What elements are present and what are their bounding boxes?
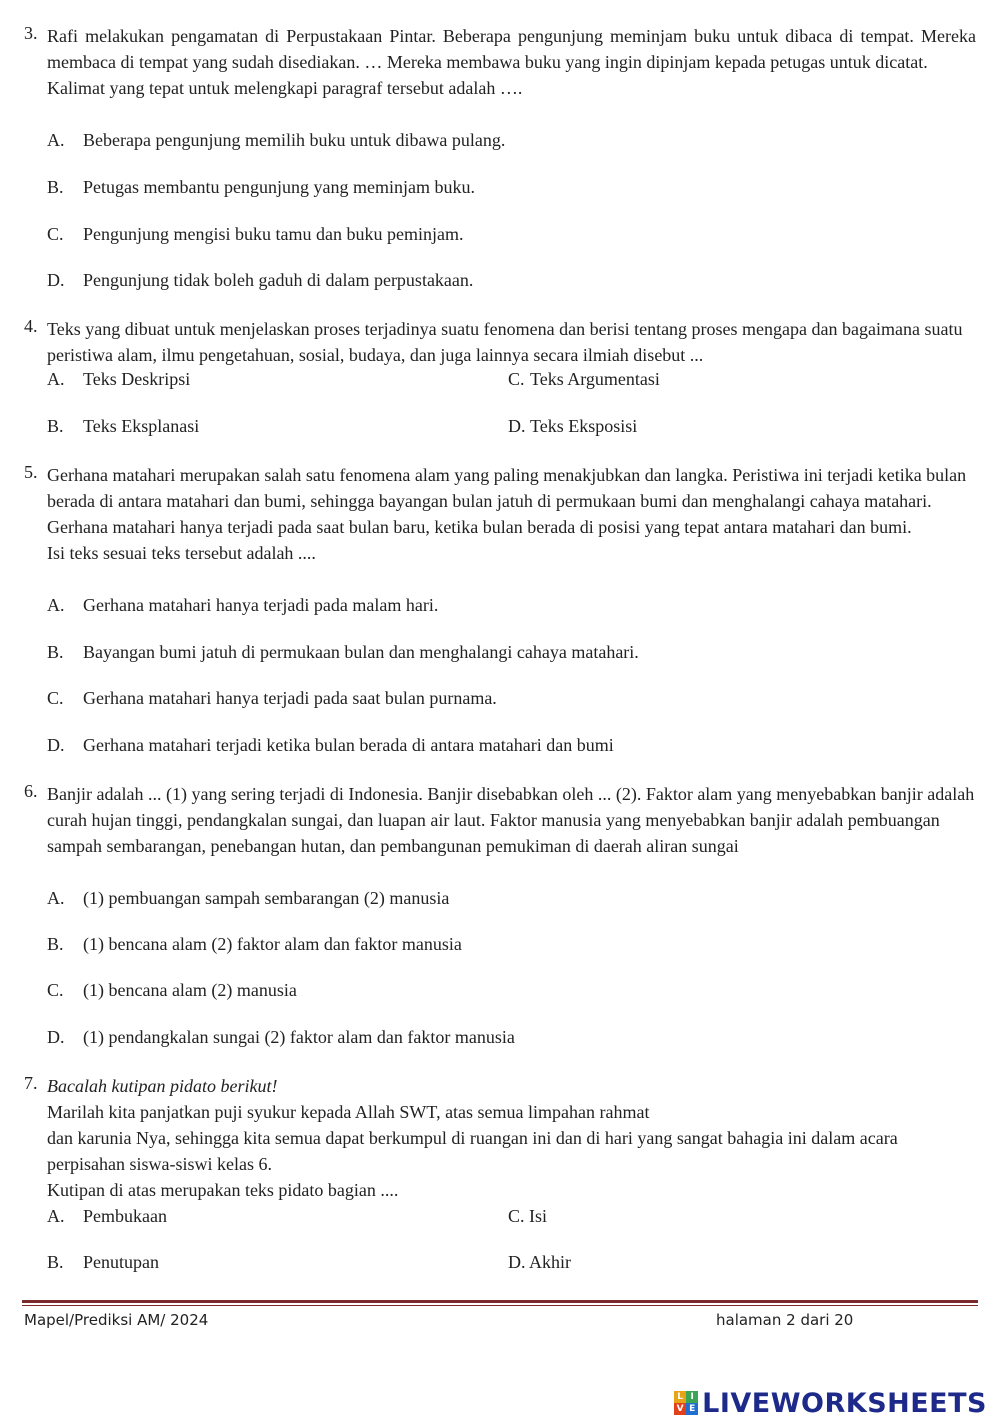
option-text: Bayangan bumi jatuh di permukaan bulan dan menghalangi cahaya matahari.	[83, 642, 639, 662]
option-letter: C.	[47, 224, 64, 244]
footer-subject: Mapel/Prediksi AM/ 2024	[24, 1311, 209, 1329]
option-letter: D.	[47, 735, 65, 755]
question-7	[24, 1073, 976, 1203]
speech-excerpt-line-2: dan karunia Nya, sehingga kita semua dapat berkumpul di ruangan ini dan di hari yang sangat bahagia ini dalam acara perpisahan siswa-siswi kelas 6.	[47, 1128, 898, 1174]
option-letter: A.	[47, 888, 65, 908]
option-letter: C.	[508, 369, 525, 389]
footer-divider-thin	[22, 1305, 978, 1306]
brand-name: LIVEWORKSHEETS	[702, 1387, 987, 1419]
option-letter: B.	[47, 934, 64, 954]
liveworksheets-logo	[674, 1386, 987, 1420]
option-letter: D.	[508, 416, 526, 436]
option-letter: C.	[47, 688, 64, 708]
option-letter: A.	[47, 369, 65, 389]
question-text: Banjir adalah ... (1) yang sering terjadi di Indonesia. Banjir disebabkan oleh ... (2). Faktor alam yang menyebabkan banjir adalah curah hujan tinggi, pendangkalan sungai, dan luapan air laut. Faktor manusia yang menyebabkan banjir adalah pembuangan sampah sembarangan, penebangan hutan, dan pembangunan pemukiman di daerah aliran sungai	[47, 784, 975, 856]
question-3	[24, 23, 976, 101]
option-text: Teks Deskripsi	[83, 369, 191, 389]
question-number: 3.	[24, 23, 38, 43]
option-text: Pengunjung mengisi buku tamu dan buku peminjam.	[83, 224, 464, 244]
option-letter: B.	[47, 177, 64, 197]
footer-divider-thick	[22, 1300, 978, 1303]
option-letter: D.	[47, 1027, 65, 1047]
option-letter: D.	[47, 270, 65, 290]
option-text: Penutupan	[83, 1252, 159, 1272]
question-instruction: Bacalah kutipan pidato berikut!	[47, 1076, 278, 1096]
option-text: Pembukaan	[83, 1206, 167, 1226]
option-text: Petugas membantu pengunjung yang meminjam buku.	[83, 177, 475, 197]
option-text: Gerhana matahari hanya terjadi pada saat bulan purnama.	[83, 688, 497, 708]
option-text: (1) pembuangan sampah sembarangan (2) manusia	[83, 888, 450, 908]
option-letter: B.	[47, 416, 64, 436]
option-letter: A.	[47, 1206, 65, 1226]
option-letter: B.	[47, 1252, 64, 1272]
option-text: Gerhana matahari hanya terjadi pada malam hari.	[83, 595, 439, 615]
option-text: Teks Argumentasi	[530, 369, 660, 389]
option-text: Beberapa pengunjung memilih buku untuk dibawa pulang.	[83, 130, 506, 150]
question-5	[24, 462, 976, 566]
question-number: 7.	[24, 1073, 38, 1093]
question-number: 5.	[24, 462, 38, 482]
question-text: Gerhana matahari merupakan salah satu fenomena alam yang paling menakjubkan dan langka. Peristiwa ini terjadi ketika bulan berada di antara matahari dan bumi, sehingga bayangan bulan jatuh di permukaan bumi dan menghalangi cahaya matahari. Gerhana matahari hanya terjadi pada saat bulan baru, ketika bulan berada di posisi yang tepat antara matahari dan bumi.	[47, 465, 967, 537]
liveworksheets-icon: L I V E	[674, 1391, 698, 1415]
option-text: (1) bencana alam (2) manusia	[83, 980, 297, 1000]
question-number: 6.	[24, 781, 38, 801]
option-text: C. Isi	[508, 1206, 548, 1226]
question-number: 4.	[24, 316, 38, 336]
speech-excerpt-line-1: Marilah kita panjatkan puji syukur kepada Allah SWT, atas semua limpahan rahmat	[47, 1102, 650, 1122]
footer-page-number: halaman 2 dari 20	[716, 1311, 854, 1329]
option-text: Teks Eksplanasi	[83, 416, 200, 436]
option-text: Teks Eksposisi	[530, 416, 638, 436]
question-text: Teks yang dibuat untuk menjelaskan proses terjadinya suatu fenomena dan berisi tentang proses mengapa dan bagaimana suatu peristiwa alam, ilmu pengetahuan, sosial, budaya, dan juga lainnya secara ilmiah disebut ...	[47, 319, 963, 365]
option-letter: B.	[47, 642, 64, 662]
option-text: Pengunjung tidak boleh gaduh di dalam perpustakaan.	[83, 270, 474, 290]
question-prompt: Kalimat yang tepat untuk melengkapi paragraf tersebut adalah ….	[47, 78, 523, 98]
option-text: D. Akhir	[508, 1252, 571, 1272]
question-prompt: Kutipan di atas merupakan teks pidato bagian ....	[47, 1180, 399, 1200]
question-text: Rafi melakukan pengamatan di Perpustakaan Pintar. Beberapa pengunjung meminjam buku untuk dibaca di tempat. Mereka membaca di tempat yang sudah disediakan. … Mereka membawa buku yang ingin dipinjam kepada petugas untuk dicatat.	[47, 26, 976, 72]
question-4	[24, 316, 976, 368]
option-text: (1) pendangkalan sungai (2) faktor alam dan faktor manusia	[83, 1027, 515, 1047]
question-6	[24, 781, 976, 859]
option-letter: A.	[47, 130, 65, 150]
option-letter: C.	[47, 980, 64, 1000]
question-prompt: Isi teks sesuai teks tersebut adalah ....	[47, 543, 316, 563]
option-text: (1) bencana alam (2) faktor alam dan faktor manusia	[83, 934, 462, 954]
option-letter: A.	[47, 595, 65, 615]
option-text: Gerhana matahari terjadi ketika bulan berada di antara matahari dan bumi	[83, 735, 614, 755]
